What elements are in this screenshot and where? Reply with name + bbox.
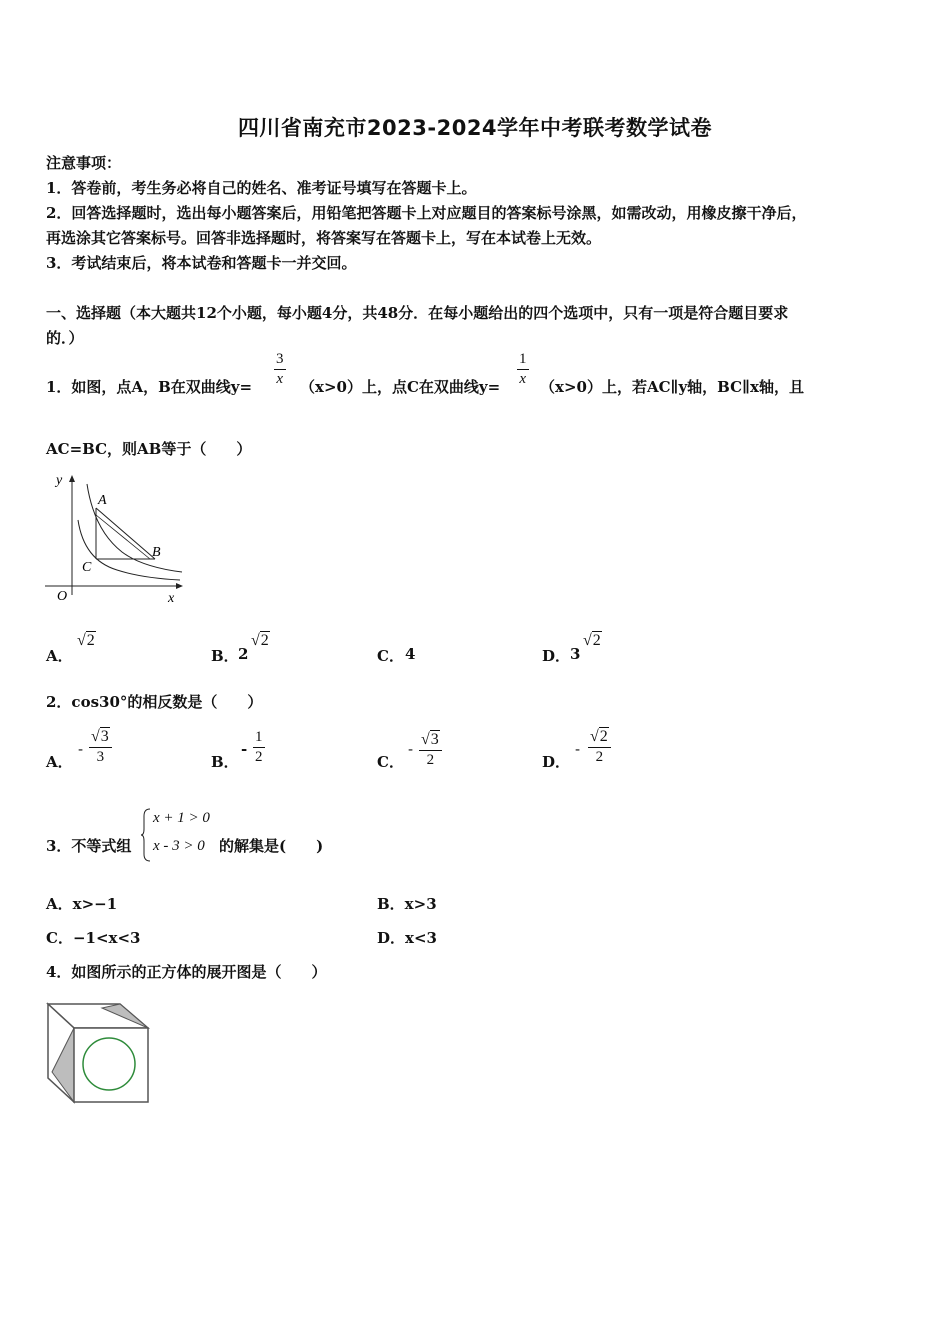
q1-option-b-label[interactable]: B．: [211, 647, 239, 665]
notice-heading: 注意事项：: [46, 154, 122, 172]
q3-option-b[interactable]: B．x>3: [377, 895, 437, 913]
q2-option-c-label[interactable]: C．: [377, 753, 404, 771]
section-heading-line-1: 一、选择题（本大题共12个小题，每小题4分，共48分．在每小题给出的四个选项中，只有一项是符合题目要求: [46, 304, 789, 322]
q1-option-d-label[interactable]: D．: [542, 647, 571, 665]
q2-option-d-sign: -: [575, 740, 581, 758]
q1-option-c-label[interactable]: C．: [377, 647, 404, 665]
cube-front-face: [74, 1028, 148, 1102]
curve-y-1-over-x: [78, 520, 180, 580]
q1-fraction-2: [517, 351, 529, 388]
notice-line-3: 3．考试结束后，将本试卷和答题卡一并交回。: [46, 254, 357, 272]
q3-option-d[interactable]: D．x<3: [377, 929, 437, 947]
notice-line-2b: 再选涂其它答案标号。回答非选择题时，将答案写在答题卡上，写在本试卷上无效。: [46, 229, 602, 247]
x-axis-arrow-icon: [176, 583, 183, 589]
q2-option-c-fraction: √3 2: [419, 731, 442, 769]
y-axis-arrow-icon: [69, 475, 75, 482]
q1-fraction-1-den: x: [276, 371, 284, 387]
q2-option-d-fraction: √2 2: [588, 728, 611, 766]
q2-option-a-label[interactable]: A．: [46, 753, 73, 771]
q2-stem: 2．cos30°的相反数是（ ）: [46, 693, 263, 711]
q1-option-a-value: √2: [77, 632, 95, 649]
section-heading-line-2: 的．）: [46, 329, 84, 347]
point-c-label: C: [82, 560, 92, 575]
x-axis-label: x: [168, 591, 175, 606]
notice-line-2a: 2．回答选择题时，选出每小题答案后，用铅笔把答题卡上对应题目的答案标号涂黑，如需改动，用橡皮擦干净后，: [46, 204, 807, 222]
q1-option-c-value: 4: [405, 645, 416, 663]
q1-fraction-1: [274, 351, 286, 388]
q1-option-a-label[interactable]: A．: [46, 647, 73, 665]
q3-inequality-2: x - 3 > 0: [153, 838, 205, 854]
q2-option-b-label[interactable]: B．: [211, 753, 239, 771]
q4-stem: 4．如图所示的正方体的展开图是（ ）: [46, 963, 327, 981]
y-axis-label: y: [56, 473, 63, 488]
q1-fraction-1-num: 3: [276, 351, 284, 367]
q3-option-c[interactable]: C．−1<x<3: [46, 929, 141, 947]
q1-text-part-2: （x>0）上，点C在双曲线y=: [300, 378, 501, 396]
q1-text-part-3: （x>0）上，若AC∥y轴，BC∥x轴，且: [540, 378, 804, 396]
q2-option-c-sign: -: [408, 740, 414, 758]
q1-fraction-2-den: x: [519, 371, 527, 387]
q2-option-b-fraction: 1 2: [255, 729, 263, 765]
q3-stem-prefix: 3．不等式组: [46, 837, 132, 855]
q4-cube-figure: [44, 1000, 152, 1106]
q1-option-b-radical: √2: [251, 632, 269, 649]
q3-stem-suffix: 的解集是( ): [219, 837, 324, 855]
q1-fraction-2-num: 1: [519, 351, 527, 367]
q2-option-a-fraction: √3 3: [89, 728, 112, 766]
q2-option-b-sign: -: [241, 740, 248, 758]
q1-hyperbola-figure: [42, 472, 187, 607]
q1-option-b-coef: 2: [238, 645, 249, 663]
q1-option-d-radical: √2: [583, 632, 601, 649]
q3-brace-icon: [140, 808, 152, 862]
notice-line-1: 1．答卷前，考生务必将自己的姓名、准考证号填写在答题卡上。: [46, 179, 477, 197]
q2-option-a-sign: -: [78, 740, 84, 758]
q1-text-line-2: AC=BC，则AB等于（ ）: [46, 440, 252, 458]
page-title: 四川省南充市2023-2024学年中考联考数学试卷: [237, 116, 713, 140]
point-a-label: A: [98, 493, 107, 508]
q1-text-part-1: 1．如图，点A，B在双曲线y=: [46, 378, 253, 396]
q3-inequality-1: x + 1 > 0: [153, 810, 210, 826]
origin-label: O: [57, 589, 68, 604]
q1-option-d-coef: 3: [570, 645, 581, 663]
q2-option-d-label[interactable]: D．: [542, 753, 571, 771]
q3-option-a[interactable]: A．x>−1: [46, 895, 118, 913]
point-b-label: B: [152, 545, 161, 560]
